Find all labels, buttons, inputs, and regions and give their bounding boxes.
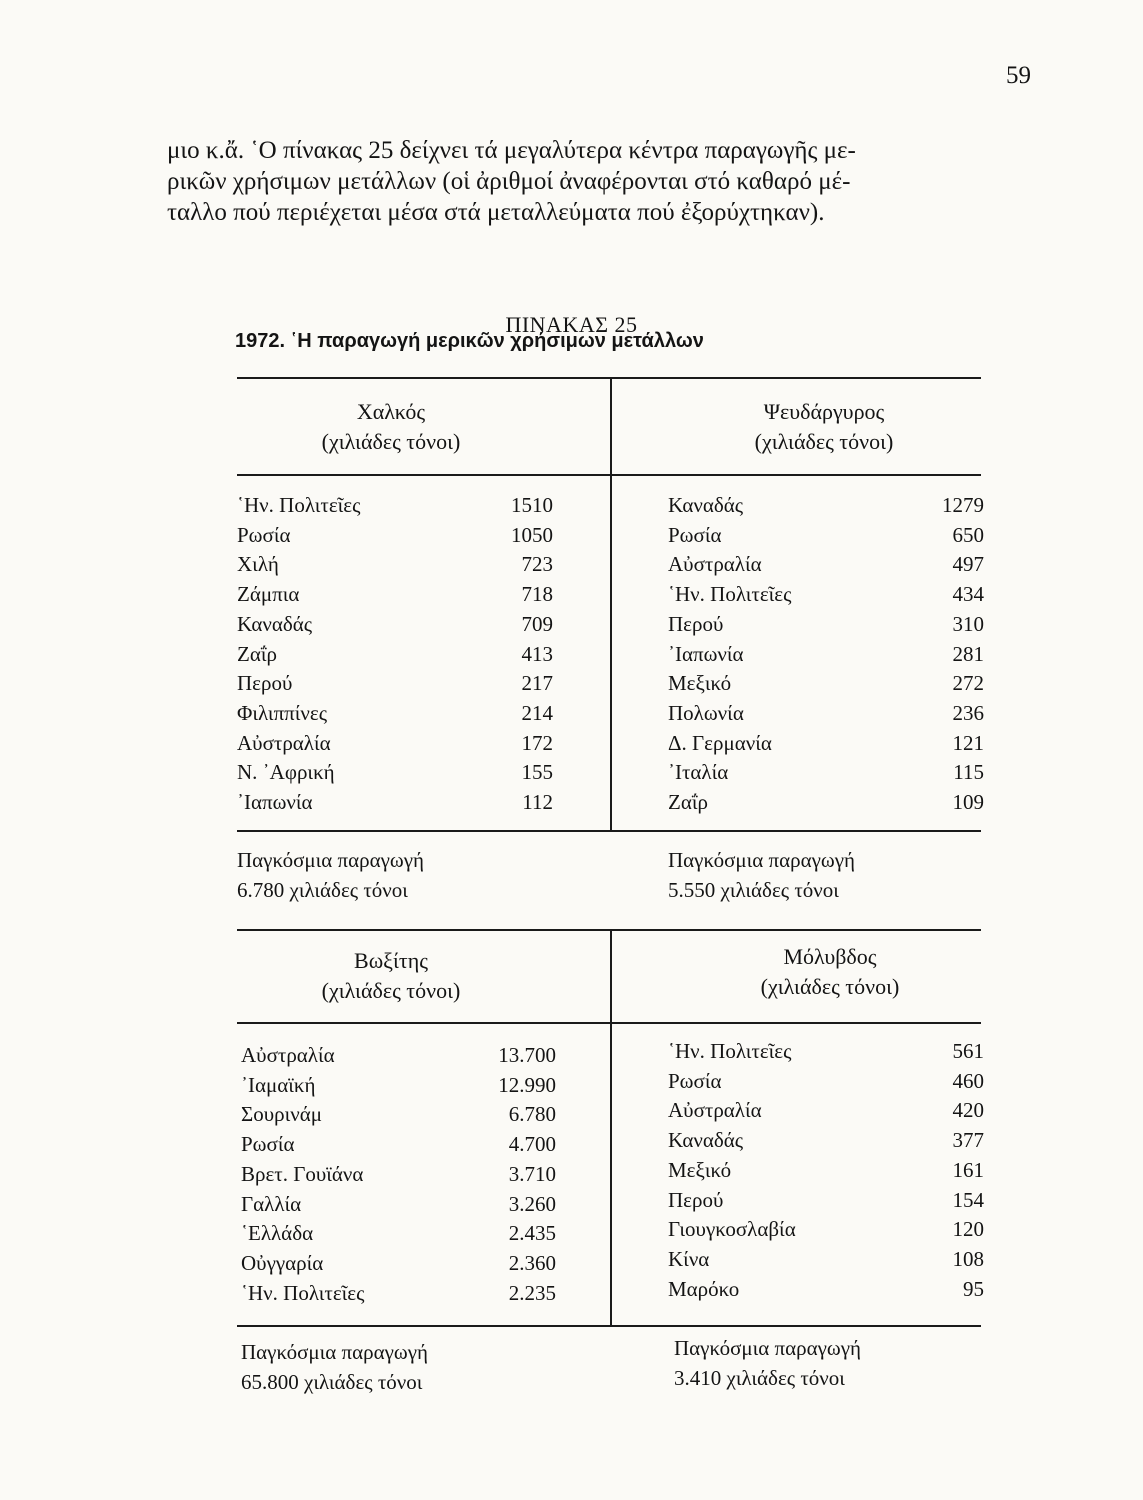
- production-value: 460: [952, 1068, 984, 1093]
- country-name: Μαρόκο: [668, 1276, 740, 1301]
- table-row: [241, 1189, 556, 1219]
- production-value: 2.435: [508, 1221, 556, 1246]
- table-rule: [237, 830, 981, 832]
- table-row: [668, 1214, 984, 1244]
- intro-line: μιο κ.ἄ. ῾Ο πίνακας 25 δείχνει τά μεγαλύτερα κέντρα παραγωγῆς με-: [167, 137, 856, 164]
- country-name: Γιουγκοσλαβία: [668, 1217, 796, 1242]
- copper-header: [205, 397, 577, 457]
- country-name: Χιλή: [237, 552, 279, 577]
- table-row: [668, 728, 984, 758]
- world-value: 6.780 χιλιάδες τόνοι: [237, 878, 408, 902]
- country-name: Ρωσία: [668, 1068, 722, 1093]
- production-value: 214: [521, 700, 553, 725]
- production-value: 154: [952, 1187, 984, 1212]
- production-value: 3.260: [508, 1191, 556, 1216]
- table-row: [668, 639, 984, 669]
- production-value: 108: [952, 1246, 984, 1271]
- country-name: Αὐστραλία: [668, 552, 762, 577]
- country-name: Ρωσία: [241, 1132, 295, 1157]
- country-name: Αὐστραλία: [237, 730, 331, 755]
- production-value: 115: [953, 760, 984, 785]
- column-divider: [610, 377, 612, 830]
- table-row: [237, 757, 553, 787]
- table-row: [241, 1040, 556, 1070]
- table-row: [668, 1095, 984, 1125]
- table-caption: 1972. ῾Η παραγωγή μερικῶν χρήσιμων μετάλλων: [235, 330, 704, 352]
- production-value: 12.990: [498, 1072, 556, 1097]
- production-value: 121: [952, 730, 984, 755]
- table-row: [668, 549, 984, 579]
- country-name: Φιλιππίνες: [237, 700, 328, 725]
- table-rule: [237, 929, 981, 931]
- bauxite-world-total: [241, 1337, 428, 1397]
- metal-unit: (χιλιάδες τόνοι): [754, 429, 894, 454]
- table-row: [668, 1036, 984, 1066]
- country-name: ᾿Ιαπωνία: [668, 641, 744, 666]
- country-name: Καναδάς: [668, 493, 744, 517]
- country-name: Ζαΐρ: [237, 641, 277, 666]
- metal-name: Βωξίτης: [354, 948, 428, 973]
- production-value: 161: [952, 1157, 984, 1182]
- country-name: ᾿Ιαπωνία: [237, 790, 313, 814]
- table-row: [237, 787, 553, 817]
- table-row: [237, 728, 553, 758]
- table-row: [241, 1129, 556, 1159]
- production-value: 236: [952, 700, 984, 725]
- table-row: [237, 639, 553, 669]
- country-name: Ν. ᾿Αφρική: [237, 760, 335, 785]
- table-row: [241, 1070, 556, 1100]
- country-name: ῾Ην. Πολιτεῖες: [237, 493, 361, 517]
- production-value: 112: [522, 790, 553, 814]
- world-label: Παγκόσμια παραγωγή: [237, 848, 425, 872]
- country-name: ῾Ην. Πολιτεῖες: [241, 1280, 365, 1305]
- production-value: 310: [952, 611, 984, 636]
- production-value: 2.360: [508, 1250, 556, 1275]
- table-row: [668, 1066, 984, 1096]
- table-row: [237, 549, 553, 579]
- country-name: Περού: [237, 671, 293, 696]
- intro-paragraph: [167, 135, 1031, 228]
- country-name: ῾Ην. Πολιτεῖες: [668, 582, 792, 607]
- table-row: [668, 520, 984, 550]
- table-row: [668, 698, 984, 728]
- intro-line: ρικῶν χρήσιμων μετάλλων (οἱ ἀριθμοί ἀναφέρονται στό καθαρό μέ-: [167, 168, 851, 195]
- country-name: Ζαΐρ: [668, 790, 708, 814]
- table-rule: [237, 377, 981, 379]
- table-title: ΠΙΝΑΚΑΣ 25: [505, 312, 638, 337]
- column-divider: [610, 929, 612, 1325]
- country-name: Καναδάς: [668, 1128, 744, 1153]
- table-row: [668, 668, 984, 698]
- table-rule: [237, 474, 981, 476]
- lead-header: [644, 942, 1016, 1002]
- production-value: 420: [952, 1098, 984, 1123]
- table-row: [237, 490, 553, 520]
- table-row: [241, 1278, 556, 1308]
- country-name: Ρωσία: [237, 522, 291, 547]
- table-row: [237, 698, 553, 728]
- country-name: Ζάμπια: [237, 582, 300, 607]
- country-name: Μεξικό: [668, 1157, 732, 1182]
- production-value: 1050: [511, 522, 553, 547]
- country-name: Ρωσία: [668, 522, 722, 547]
- country-name: Καναδάς: [237, 611, 313, 636]
- country-name: Βρετ. Γουϊάνα: [241, 1161, 364, 1186]
- production-value: 497: [952, 552, 984, 577]
- metal-name: Χαλκός: [356, 399, 426, 424]
- table-row: [241, 1099, 556, 1129]
- zinc-world-total: [668, 845, 855, 905]
- table-row: [668, 579, 984, 609]
- table-rule: [237, 1325, 981, 1327]
- production-value: 281: [952, 641, 984, 666]
- world-value: 5.550 χιλιάδες τόνοι: [668, 878, 839, 902]
- production-value: 217: [521, 671, 553, 696]
- table-row: [241, 1218, 556, 1248]
- country-name: ᾿Ιταλία: [668, 760, 729, 785]
- production-value: 172: [521, 730, 553, 755]
- production-value: 709: [521, 611, 553, 636]
- copper-world-total: [237, 845, 424, 905]
- world-value: 3.410 χιλιάδες τόνοι: [674, 1366, 845, 1390]
- country-name: Μεξικό: [668, 671, 732, 696]
- table-row: [668, 1155, 984, 1185]
- country-name: Δ. Γερμανία: [668, 730, 772, 755]
- world-label: Παγκόσμια παραγωγή: [241, 1340, 429, 1364]
- production-value: 95: [963, 1276, 984, 1301]
- country-name: Αὐστραλία: [241, 1043, 335, 1067]
- country-name: Περού: [668, 1187, 724, 1212]
- table-row: [241, 1159, 556, 1189]
- world-value: 65.800 χιλιάδες τόνοι: [241, 1370, 423, 1394]
- lead-world-total: [674, 1333, 861, 1393]
- metal-name: Μόλυβδος: [783, 944, 877, 969]
- production-value: 650: [952, 522, 984, 547]
- production-value: 434: [952, 582, 984, 607]
- country-name: Πολωνία: [668, 700, 744, 725]
- table-row: [668, 757, 984, 787]
- table-row: [237, 668, 553, 698]
- production-value: 413: [521, 641, 553, 666]
- country-name: Γαλλία: [241, 1191, 302, 1216]
- metal-name: Ψευδάργυρος: [763, 399, 885, 424]
- page-number: 59: [1006, 62, 1031, 89]
- production-value: 272: [952, 671, 984, 696]
- production-value: 109: [952, 790, 984, 814]
- production-value: 377: [952, 1128, 984, 1153]
- table-rule: [237, 1022, 981, 1024]
- metal-unit: (χιλιάδες τόνοι): [760, 974, 900, 999]
- table-row: [668, 609, 984, 639]
- country-name: ῾Ελλάδα: [241, 1221, 314, 1246]
- table-row: [668, 490, 984, 520]
- production-value: 561: [952, 1039, 984, 1063]
- production-value: 1510: [511, 493, 553, 517]
- table-row: [668, 1244, 984, 1274]
- country-name: ῾Ην. Πολιτεῖες: [668, 1039, 792, 1063]
- table-row: [668, 1274, 984, 1304]
- table-row: [237, 520, 553, 550]
- metal-unit: (χιλιάδες τόνοι): [321, 978, 461, 1003]
- intro-line: ταλλο πού περιέχεται μέσα στά μεταλλεύματα πού ἐξορύχτηκαν).: [167, 199, 825, 226]
- bauxite-header: [205, 946, 577, 1006]
- production-value: 6.780: [508, 1102, 556, 1127]
- production-value: 1279: [942, 493, 984, 517]
- production-value: 4.700: [508, 1132, 556, 1157]
- country-name: Αὐστραλία: [668, 1098, 762, 1123]
- table-row: [237, 609, 553, 639]
- metal-unit: (χιλιάδες τόνοι): [321, 429, 461, 454]
- production-value: 120: [952, 1217, 984, 1242]
- table-row: [668, 1185, 984, 1215]
- country-name: Σουρινάμ: [241, 1102, 323, 1127]
- world-label: Παγκόσμια παραγωγή: [674, 1336, 862, 1360]
- country-name: Περού: [668, 611, 724, 636]
- production-value: 155: [521, 760, 553, 785]
- country-name: Οὐγγαρία: [241, 1250, 324, 1275]
- production-value: 723: [521, 552, 553, 577]
- zinc-header: [638, 397, 1010, 457]
- table-row: [237, 579, 553, 609]
- table-row: [668, 1125, 984, 1155]
- country-name: ᾿Ιαμαϊκή: [241, 1072, 316, 1097]
- production-value: 13.700: [498, 1043, 556, 1067]
- table-row: [668, 787, 984, 817]
- world-label: Παγκόσμια παραγωγή: [668, 848, 856, 872]
- production-value: 718: [521, 582, 553, 607]
- production-value: 2.235: [508, 1280, 556, 1305]
- table-row: [241, 1248, 556, 1278]
- country-name: Κίνα: [668, 1246, 710, 1271]
- production-value: 3.710: [508, 1161, 556, 1186]
